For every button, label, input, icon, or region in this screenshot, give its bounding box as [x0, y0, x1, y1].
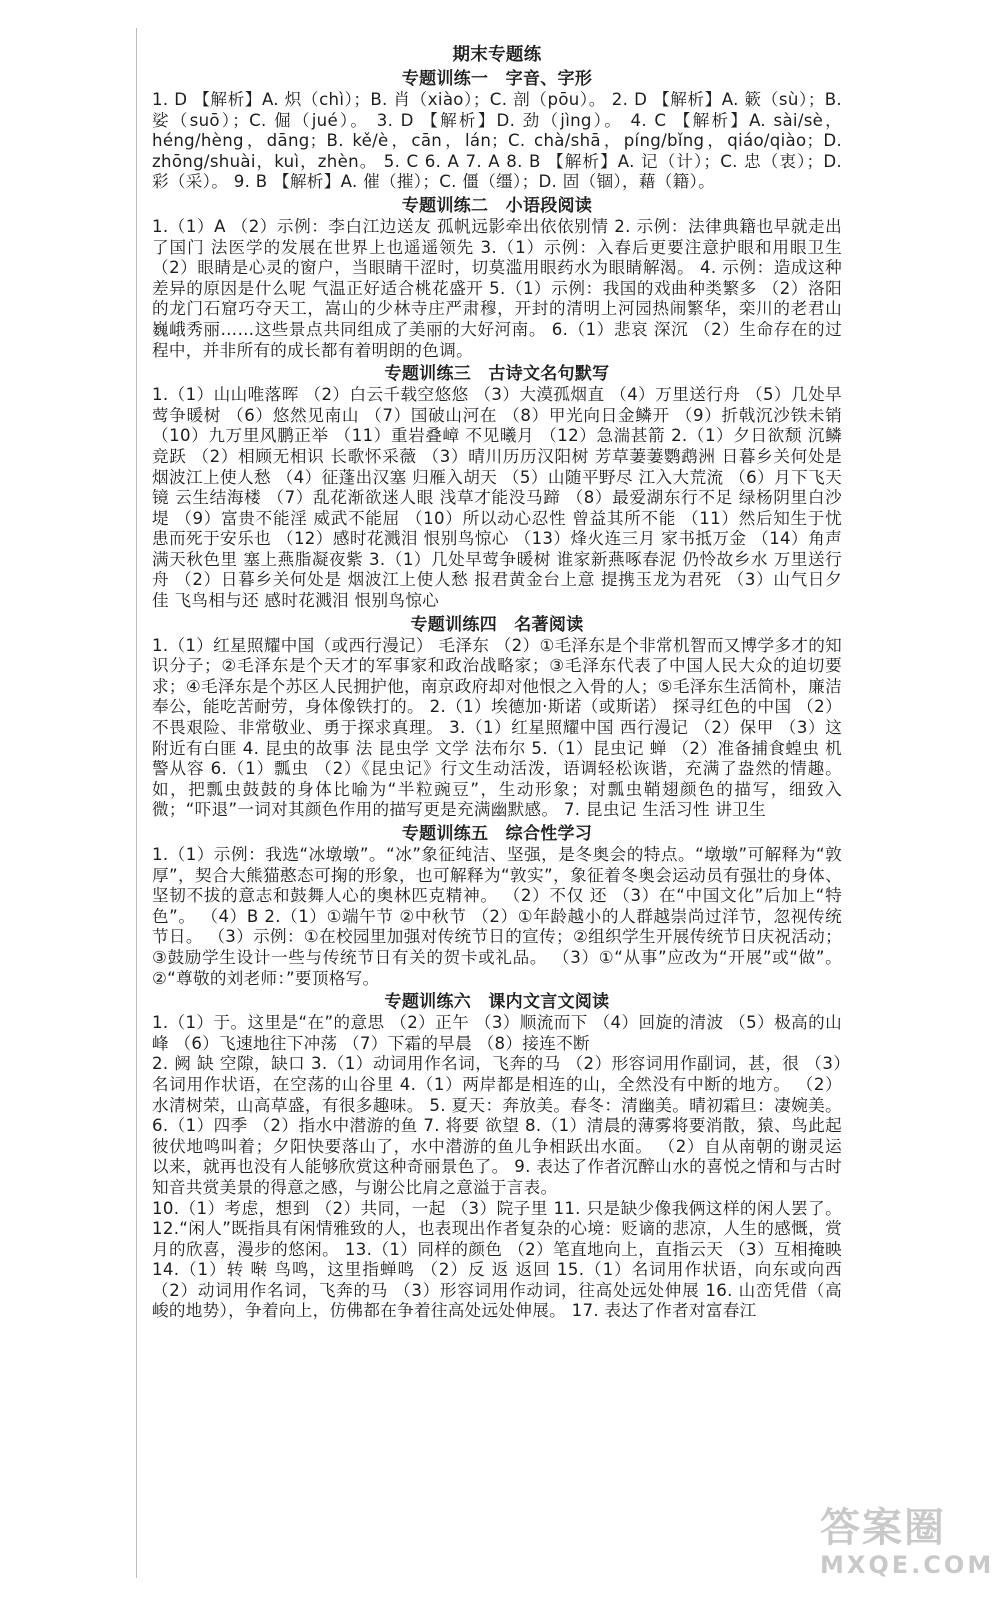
- watermark-logo: [820, 1504, 995, 1593]
- section-title-1: 专题训练一 字音、字形: [401, 69, 593, 89]
- section-title-2: 专题训练二 小语段阅读: [401, 195, 593, 216]
- section-6-answers-part-1: 1.（1）于。这里是“在”的意思 （2）正午 （3）顺流而下 （4）回旋的清波 （5）极高的山峰 （6）飞速地往下冲荡 （7）下霜的早晨 （8）接连不断: [152, 1013, 842, 1053]
- watermark-logo-top: 答案圈: [820, 1504, 946, 1551]
- section-title-4: 专题训练四 名著阅读: [410, 614, 584, 635]
- watermark-logo-url: MXQE.COM: [820, 1551, 995, 1579]
- answer-page: [152, 44, 842, 1322]
- section-title-6: 专题训练六 课内文言文阅读: [384, 992, 610, 1013]
- section-4-answers: 1.（1）红星照耀中国（或西行漫记） 毛泽东 （2）①毛泽东是个非常机智而又博学多才的知识分子；②毛泽东是个天才的军事家和政治战略家；③毛泽东代表了中国人民大众的迫切要求；④毛泽东是个苏区人民拥护他，南京政府却对他恨之入骨的人；⑤毛泽东生活简朴，廉洁奉公，能吃苦耐劳，身体像铁打的。 2.（1）埃德加·斯诺（或斯诺） 探寻红色的中国 （2）不畏艰险、非常敬业、勇于探求真理。 3.（1）红星照耀中国 西行漫记 （2）保甲 （3）这附近有白匪 4. 昆虫的故事 法 昆虫学 文学 法布尔 5.（1）昆虫记 蝉 （2）准备捕食蝗虫 机警从容 6.（1）瓢虫 （2）《昆虫记》行文生动活泼，语调轻松诙谐，充满了盎然的情趣。如，把瓢虫鼓鼓的身体比喻为“半粒豌豆”，生动形象；对瓢虫鞘翅颜色的描写，细致入微；“吓退”一词对其颜色作用的描写更是充满幽默感。 7. 昆虫记 生活习性 讲卫生: [152, 635, 842, 820]
- section-3-answers: 1.（1）山山唯落晖 （2）白云千载空悠悠 （3）大漠孤烟直 （4）万里送行舟 （5）几处早莺争暖树 （6）悠然见南山 （7）国破山河在 （8）甲光向日金鳞开 （9）折戟沉沙铁未销 （10）九万里风鹏正举 （11）重岩叠嶂 不见曦月 （12）急湍甚箭 2.（1）夕日欲颓 沉鳞竞跃 （2）相顾无相识 长歌怀采薇 （3）晴川历历汉阳树 芳草萋萋鹦鹉洲 日暮乡关何处是 烟波江上使人愁 （4）征蓬出汉塞 归雁入胡天 （5）山随平野尽 江入大荒流 （6）月下飞天镜 云生结海楼 （7）乱花渐欲迷人眼 浅草才能没马蹄 （8）最爱湖东行不足 绿杨阴里白沙堤 （9）富贵不能淫 威武不能屈 （10）所以动心忍性 曾益其所不能 （11）然后知生于忧患而死于安乐也 （12）感时花溅泪 恨别鸟惊心 （13）烽火连三月 家书抵万金 （14）角声满天秋色里 塞上燕脂凝夜紫 3.（1）几处早莺争暖树 谁家新燕啄春泥 仍怜故乡水 万里送行舟 （2）日暮乡关何处是 烟波江上使人愁 报君黄金台上意 提携玉龙为君死 （3）山气日夕佳 飞鸟相与还 感时花溅泪 恨别鸟惊心: [152, 385, 842, 611]
- section-2-answers: 1.（1）A （2）示例：李白江边送友 孤帆远影牵出依依别情 2. 示例：法律典籍也早就走出了国门 法医学的发展在世界上也遥遥领先 3.（1）示例：入春后更要注意护眼和用眼卫生 （2）眼睛是心灵的窗户，当眼睛干涩时，切莫滥用眼药水为眼睛解渴。 4. 示例：造成这种差异的原因是什么呢 气温正好适合桃花盛开 5.（1）示例：我国的戏曲种类繁多 （2）洛阳的龙门石窟巧夺天工，嵩山的少林寺庄严肃穆，开封的清明上河园热闹繁华，栾川的老君山巍峨秀丽……这些景点共同组成了美丽的大好河南。 6.（1）悲哀 深沉 （2）生命存在的过程中，并非所有的成长都有着明朗的色调。: [152, 216, 842, 360]
- section-title-5: 专题训练五 综合性学习: [401, 824, 593, 844]
- section-5-answers: 1.（1）示例：我选“冰墩墩”。“冰”象征纯洁、坚强，是冬奥会的特点。“墩墩”可解释为“敦厚”，契合大熊猫憨态可掬的形象，也可解释为“敦实”，象征着冬奥会运动员有强壮的身体、坚韧不拔的意志和鼓舞人心的奥林匹克精神。 （2）不仅 还 （3）在“中国文化”后加上“特色”。 （4）B 2.（1）①端午节 ②中秋节 （2）①年龄越小的人群越崇尚过洋节，忽视传统节日。 （3）示例：①在校园里加强对传统节日的宣传；②组织学生开展传统节日庆祝活动；③鼓励学生设计一些与传统节日有关的贺卡或礼品。 （3）①“从事”应改为“开展”或“做”。 ②“尊敬的刘老师：”要顶格写。: [152, 845, 842, 988]
- section-1-answers: 1. D 【解析】A. 炽（chì）；B. 肖（xiào）；C. 剖（pōu）。 2. D 【解析】A. 簌（sù）；B. 娑（suō）；C. 倔（jué）。 3. D 【解析】D. 劲（jìng）。 4. C 【解析】A. sài/sè，héng/hèng，dāng；B. kě/è，cān，lán；C. chà/shā，píng/bǐng，qiáo/qiào；D. zhōng/shuài，kuì，zhèn。 5. C 6. A 7. A 8. B 【解析】A. 记（计）；C. 忠（衷）；D. 彩（采）。 9. B 【解析】A. 催（摧）；C. 僵（缰）；D. 固（锢），藉（籍）。: [152, 90, 842, 192]
- section-6-answers-part-3: 10.（1）考虑，想到 （2）共同，一起 （3）院子里 11. 只是缺少像我俩这样的闲人罢了。 12.“闲人”既指具有闲情雅致的人，也表现出作者复杂的心境：贬谪的悲凉，人生的感慨，赏月的欣喜，漫步的悠闲。 13.（1）同样的颜色 （2）笔直地向上，直指云天 （3）互相掩映 14.（1）转 啭 鸟鸣，这里指蝉鸣 （2）反 返 返回 15.（1）名词用作状语，向东或向西 （2）动词用作名词，飞奔的马 （3）形容词用作动词，往高处远处伸展 16. 山峦凭借（高峻的地势），争着向上，仿佛都在争着往高处远处伸展。 17. 表达了作者对富春江: [152, 1198, 842, 1321]
- page-title: 期末专题练: [452, 45, 542, 65]
- section-6-answers-part-2: 2. 阙 缺 空隙，缺口 3.（1）动词用作名词，飞奔的马 （2）形容词用作副词，甚，很 （3）名词用作状语，在空荡的山谷里 4.（1）两岸都是相连的山，全然没有中断的地方。 （2）水清树荣，山高草盛，有很多趣味。 5. 夏天：奔放美。春冬：清幽美。晴初霜旦：凄婉美。 6.（1）四季 （2）指水中潜游的鱼 7. 将要 欲望 8.（1）清晨的薄雾将要消散，猿、鸟此起彼伏地鸣叫着；夕阳快要落山了，水中潜游的鱼儿争相跃出水面。 （2）自从南朝的谢灵运以来，就再也没有人能够欣赏这种奇丽景色了。 9. 表达了作者沉醉山水的喜悦之情和与古时知音共赏美景的得意之感，与谢公比肩之意溢于言表。: [152, 1054, 842, 1197]
- column-divider: [136, 28, 137, 1578]
- section-title-3: 专题训练三 古诗文名句默写: [384, 364, 610, 385]
